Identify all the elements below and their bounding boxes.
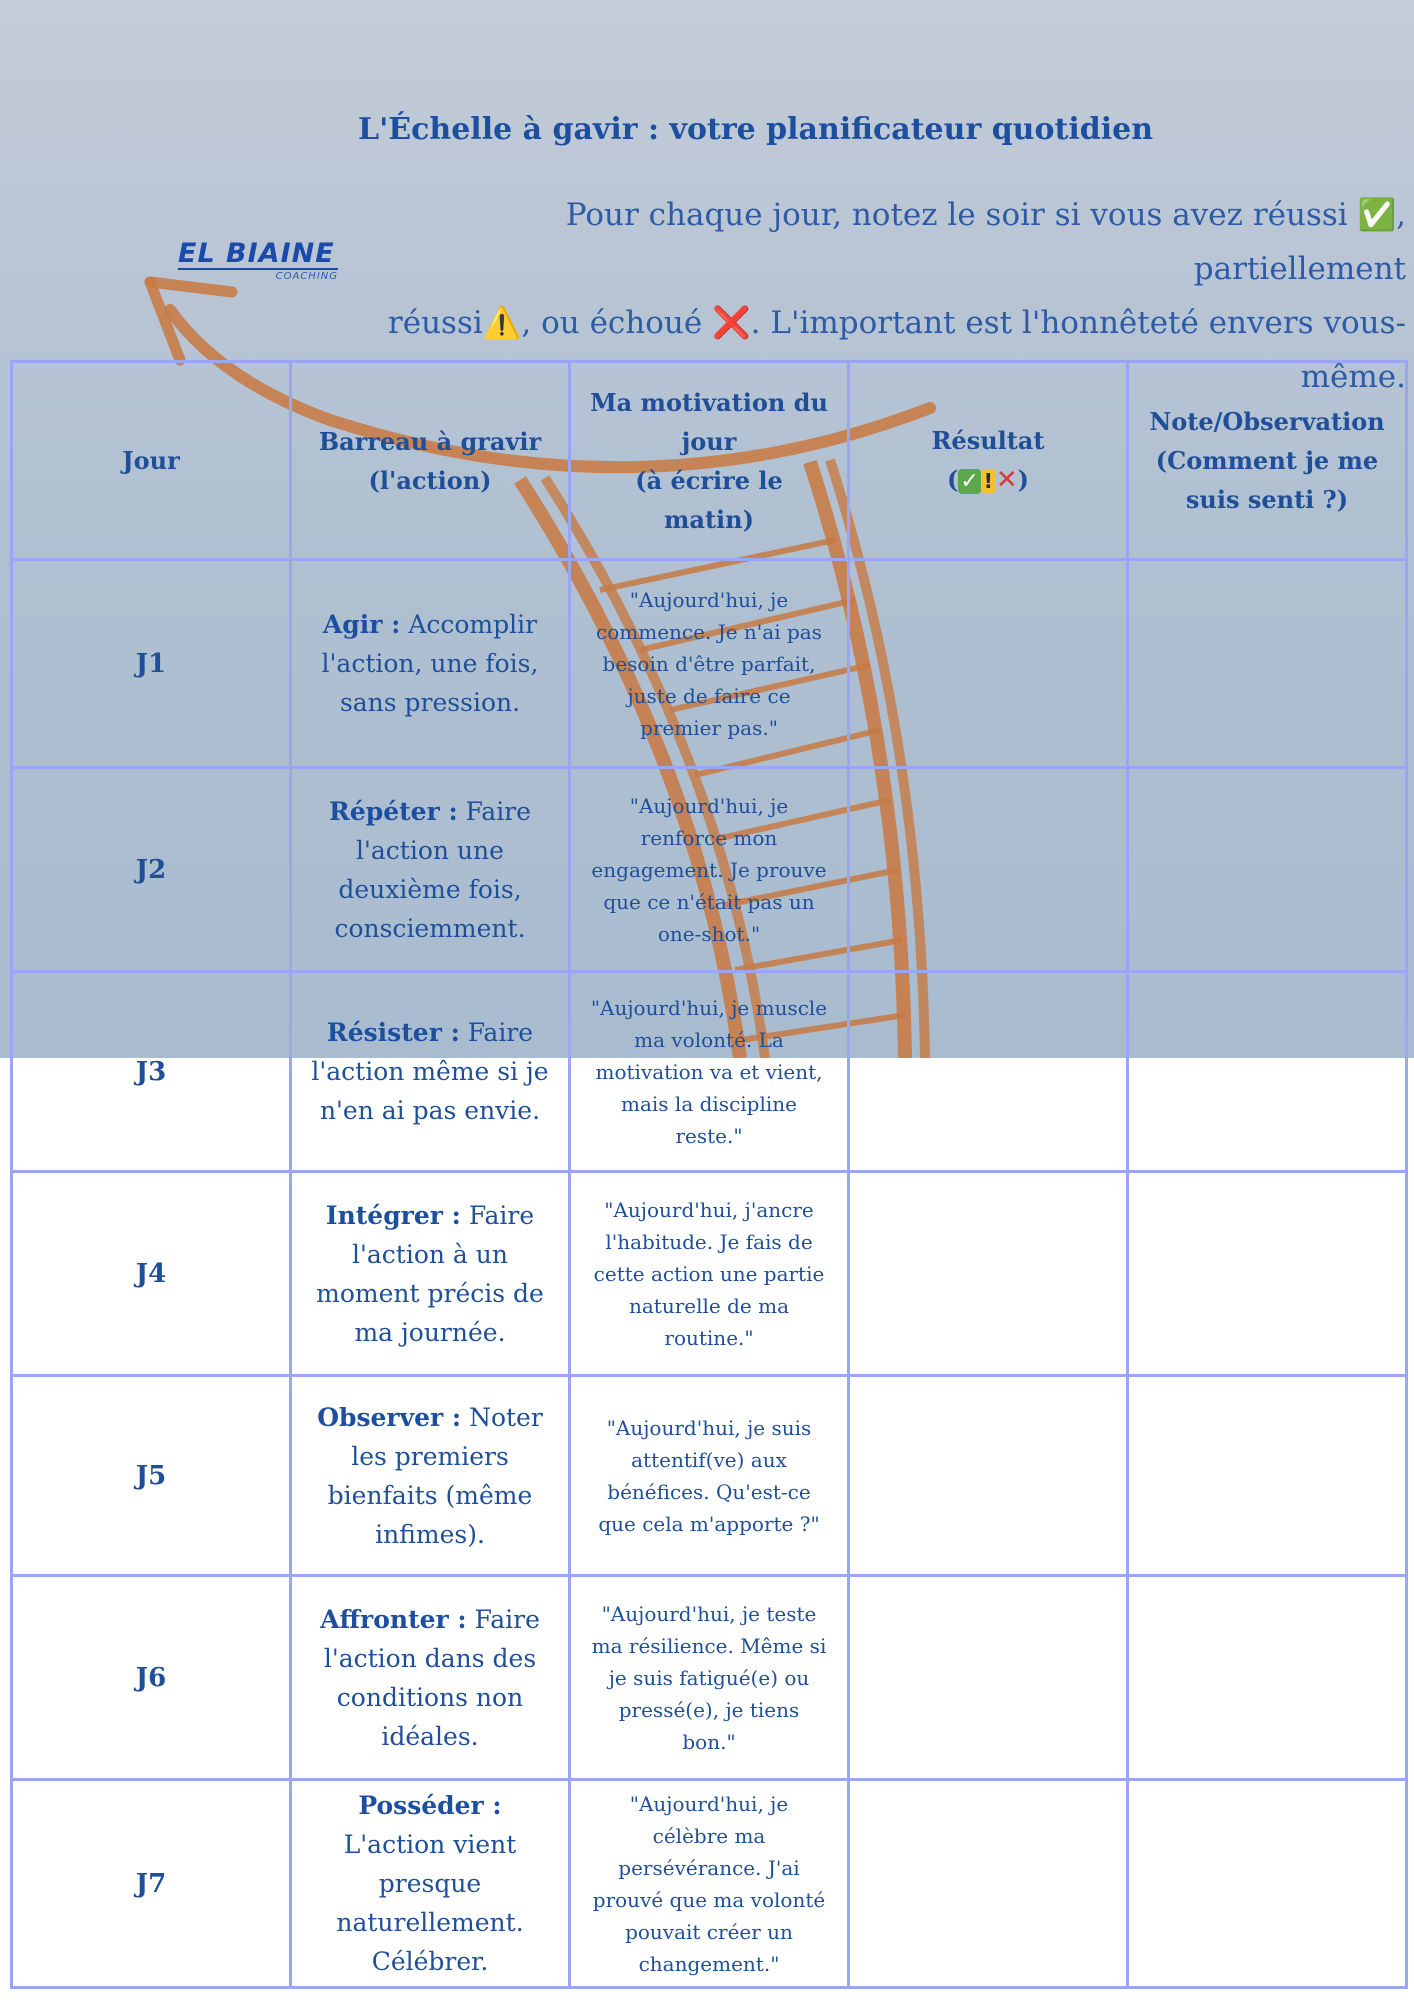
rung-description: Accomplir l'action, une fois, sans pression. xyxy=(321,610,539,717)
rung-cell xyxy=(291,1376,570,1576)
motivation-cell xyxy=(570,1172,849,1376)
motivation-quote: "Aujourd'hui, je suis attentif(ve) aux bénéfices. Qu'est-ce que cela m'apporte ?" xyxy=(598,1415,820,1536)
motivation-cell xyxy=(570,1576,849,1780)
motivation-cell xyxy=(570,560,849,768)
motivation-quote: "Aujourd'hui, je célèbre ma persévérance. J'ai prouvé que ma volonté pouvait créer un changement." xyxy=(592,1791,826,1976)
rung-title: Posséder : xyxy=(358,1791,502,1820)
rung-title: Résister : xyxy=(326,1018,460,1047)
paren-close: ) xyxy=(1017,464,1030,494)
note-cell[interactable] xyxy=(1128,972,1407,1172)
header-note-line-2: (Comment je me xyxy=(1155,446,1379,475)
rung-cell xyxy=(291,560,570,768)
table-row xyxy=(12,1576,1407,1780)
motivation-cell xyxy=(570,1376,849,1576)
rung-cell xyxy=(291,1576,570,1780)
rung-description: Noter les premiers bienfaits (même infimes). xyxy=(327,1402,543,1549)
logo-sub-text: COACHING xyxy=(178,268,338,282)
result-cell[interactable] xyxy=(849,560,1128,768)
motivation-quote: "Aujourd'hui, je muscle ma volonté. La motivation va et vient, mais la discipline reste." xyxy=(590,995,828,1148)
brand-logo xyxy=(178,240,338,282)
logo-main-text: EL BIAINE xyxy=(178,238,335,269)
day-label: J7 xyxy=(135,1868,167,1899)
header-note-line-1: Note/Observation xyxy=(1149,407,1385,436)
day-label: J2 xyxy=(135,854,167,885)
day-cell xyxy=(12,1172,291,1376)
note-cell[interactable] xyxy=(1128,1576,1407,1780)
day-label: J1 xyxy=(135,648,167,679)
result-cell[interactable] xyxy=(849,972,1128,1172)
header-result xyxy=(849,362,1128,560)
header-note xyxy=(1128,362,1407,560)
rung-title: Intégrer : xyxy=(325,1200,461,1230)
planner-table xyxy=(10,360,1408,1989)
rung-title: Répéter : xyxy=(329,796,458,826)
rung-title: Observer : xyxy=(317,1402,462,1432)
header-rung-line-1: Barreau à gravir xyxy=(318,426,542,456)
header-motivation-line-3: (à écrire le matin) xyxy=(635,465,783,534)
rung-description: Faire l'action à un moment précis de ma journée. xyxy=(316,1200,544,1347)
header-result-icons xyxy=(868,460,1108,501)
day-label: J4 xyxy=(135,1258,167,1289)
check-icon: ✓ xyxy=(960,468,979,494)
rung-description: Faire l'action dans des conditions non idéales. xyxy=(323,1604,540,1751)
header-day-label: Jour xyxy=(122,446,180,475)
note-cell[interactable] xyxy=(1128,768,1407,972)
day-cell xyxy=(12,1780,291,1988)
header-rung-line-2: (l'action) xyxy=(368,465,492,495)
result-cell[interactable] xyxy=(849,768,1128,972)
page-title: L'Échelle à gavir : votre planificateur quotidien xyxy=(358,112,1154,147)
table-row xyxy=(12,972,1407,1172)
table-row xyxy=(12,1172,1407,1376)
result-cell[interactable] xyxy=(849,1780,1128,1988)
day-cell xyxy=(12,560,291,768)
note-cell[interactable] xyxy=(1128,1376,1407,1576)
table-row xyxy=(12,1376,1407,1576)
motivation-quote: "Aujourd'hui, j'ancre l'habitude. Je fais de cette action une partie naturelle de ma routine." xyxy=(593,1197,825,1350)
rung-description: L'action vient presque naturellement. Célébrer. xyxy=(336,1830,524,1976)
table-row xyxy=(12,1780,1407,1988)
note-cell[interactable] xyxy=(1128,1780,1407,1988)
motivation-quote: "Aujourd'hui, je teste ma résilience. Même si je suis fatigué(e) ou pressé(e), je tiens bon." xyxy=(591,1601,827,1754)
rung-cell xyxy=(291,972,570,1172)
day-cell xyxy=(12,1376,291,1576)
paren-open: ( xyxy=(946,464,959,494)
table-row xyxy=(12,560,1407,768)
rung-cell xyxy=(291,1172,570,1376)
motivation-cell xyxy=(570,972,849,1172)
header-day xyxy=(12,362,291,560)
intro-line-2: réussi⚠️, ou échoué ❌. L'important est l'honnêteté envers vous-même. xyxy=(387,305,1406,395)
cross-icon: ✕ xyxy=(995,464,1018,495)
table-header-row xyxy=(12,362,1407,560)
rung-cell xyxy=(291,1780,570,1988)
note-cell[interactable] xyxy=(1128,560,1407,768)
day-label: J5 xyxy=(135,1460,167,1491)
note-cell[interactable] xyxy=(1128,1172,1407,1376)
header-note-line-3: suis senti ?) xyxy=(1185,485,1349,514)
header-rung xyxy=(291,362,570,560)
header-motivation-line-1: Ma motivation du xyxy=(590,387,828,417)
rung-cell xyxy=(291,768,570,972)
motivation-cell xyxy=(570,768,849,972)
result-cell[interactable] xyxy=(849,1376,1128,1576)
rung-description: Faire l'action une deuxième fois, consciemment. xyxy=(334,796,531,943)
result-cell[interactable] xyxy=(849,1576,1128,1780)
rung-title: Affronter : xyxy=(320,1604,467,1634)
header-motivation xyxy=(570,362,849,560)
day-label: J3 xyxy=(135,1056,167,1087)
day-label: J6 xyxy=(135,1662,167,1693)
motivation-quote: "Aujourd'hui, je renforce mon engagement. Je prouve que ce n'était pas un one-shot." xyxy=(591,793,827,946)
table-row xyxy=(12,768,1407,972)
intro-line-1: Pour chaque jour, notez le soir si vous avez réussi ✅, partiellement xyxy=(565,197,1406,287)
header-motivation-line-2: jour xyxy=(681,426,737,456)
header-result-line-1: Résultat xyxy=(931,425,1045,455)
day-cell xyxy=(12,1576,291,1780)
motivation-cell xyxy=(570,1780,849,1988)
rung-description: Faire l'action même si je n'en ai pas envie. xyxy=(311,1018,549,1125)
day-cell xyxy=(12,972,291,1172)
warning-icon: ! xyxy=(981,469,996,493)
rung-title: Agir : xyxy=(322,610,401,639)
result-cell[interactable] xyxy=(849,1172,1128,1376)
motivation-quote: "Aujourd'hui, je commence. Je n'ai pas besoin d'être parfait, juste de faire ce premier pas." xyxy=(596,587,822,740)
day-cell xyxy=(12,768,291,972)
